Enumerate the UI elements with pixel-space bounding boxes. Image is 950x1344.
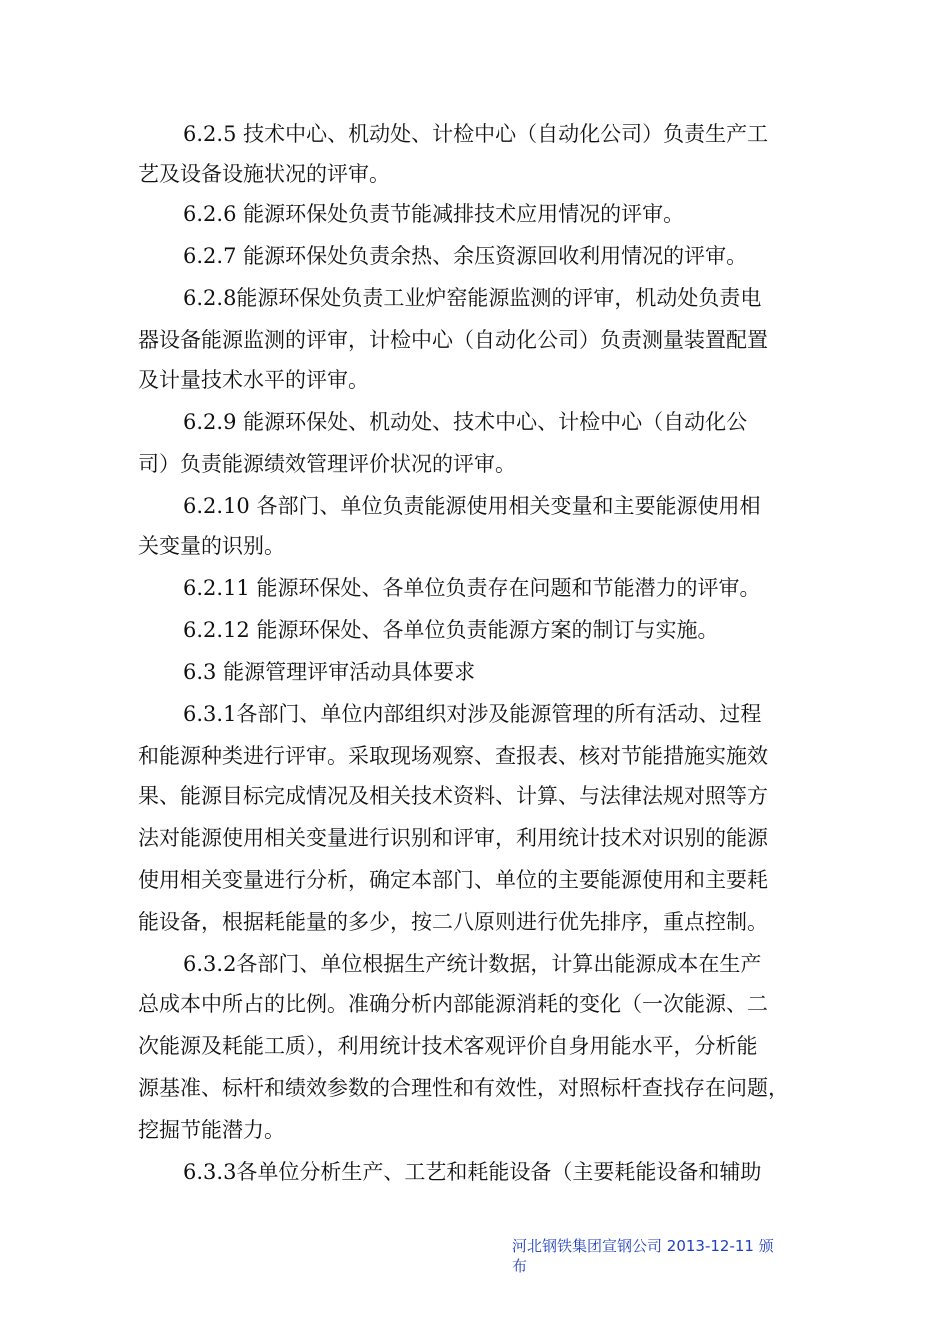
paragraph-6-3-1-line-4: 法对能源使用相关变量进行识别和评审，利用统计技术对识别的能源 [138,826,768,850]
paragraph-6-3-2-line-1: 6.3.2各部门、单位根据生产统计数据，计算出能源成本在生产 [183,952,762,976]
section-heading-6-3: 6.3 能源管理评审活动具体要求 [183,660,476,684]
paragraph-6-2-11: 6.2.11 能源环保处、各单位负责存在问题和节能潜力的评审。 [183,576,761,600]
paragraph-6-2-6: 6.2.6 能源环保处负责节能减排技术应用情况的评审。 [183,202,685,226]
paragraph-6-2-8-line-2: 器设备能源监测的评审，计检中心（自动化公司）负责测量装置配置 [138,328,768,352]
paragraph-6-3-1-line-2: 和能源种类进行评审。采取现场观察、查报表、核对节能措施实施效 [138,744,768,768]
paragraph-6-3-1-line-1: 6.3.1各部门、单位内部组织对涉及能源管理的所有活动、过程 [183,702,762,726]
paragraph-6-3-2-line-4: 源基准、标杆和绩效参数的合理性和有效性，对照标杆查找存在问题， [138,1076,789,1100]
paragraph-6-2-5-line-1: 6.2.5 技术中心、机动处、计检中心（自动化公司）负责生产工 [183,122,769,146]
paragraph-6-2-5-line-2: 艺及设备设施状况的评审。 [138,162,390,186]
paragraph-6-2-12: 6.2.12 能源环保处、各单位负责能源方案的制订与实施。 [183,618,719,642]
paragraph-6-3-3-line-1: 6.3.3各单位分析生产、工艺和耗能设备（主要耗能设备和辅助 [183,1160,762,1184]
paragraph-6-3-1-line-5: 使用相关变量进行分析，确定本部门、单位的主要能源使用和主要耗 [138,868,768,892]
issuer-footer [512,1236,802,1276]
paragraph-6-2-7: 6.2.7 能源环保处负责余热、余压资源回收利用情况的评审。 [183,244,748,268]
paragraph-6-2-9-line-1: 6.2.9 能源环保处、机动处、技术中心、计检中心（自动化公 [183,410,748,434]
paragraph-6-2-9-line-2: 司）负责能源绩效管理评价状况的评审。 [138,452,516,476]
paragraph-6-2-10-line-2: 关变量的识别。 [138,534,285,558]
paragraph-6-2-8-line-3: 及计量技术水平的评审。 [138,368,369,392]
footer-line-1: 河北钢铁集团宣钢公司 2013-12-11 颁 [512,1237,774,1255]
paragraph-6-2-10-line-1: 6.2.10 各部门、单位负责能源使用相关变量和主要能源使用相 [183,494,761,518]
footer-line-2: 布 [512,1257,528,1275]
paragraph-6-3-2-line-3: 次能源及耗能工质），利用统计技术客观评价自身用能水平，分析能 [138,1034,758,1058]
paragraph-6-3-2-line-5: 挖掘节能潜力。 [138,1118,285,1142]
paragraph-6-3-1-line-6: 能设备，根据耗能量的多少，按二八原则进行优先排序，重点控制。 [138,910,768,934]
paragraph-6-3-2-line-2: 总成本中所占的比例。准确分析内部能源消耗的变化（一次能源、二 [138,992,768,1016]
paragraph-6-3-1-line-3: 果、能源目标完成情况及相关技术资料、计算、与法律法规对照等方 [138,784,768,808]
paragraph-6-2-8-line-1: 6.2.8能源环保处负责工业炉窑能源监测的评审，机动处负责电 [183,286,762,310]
